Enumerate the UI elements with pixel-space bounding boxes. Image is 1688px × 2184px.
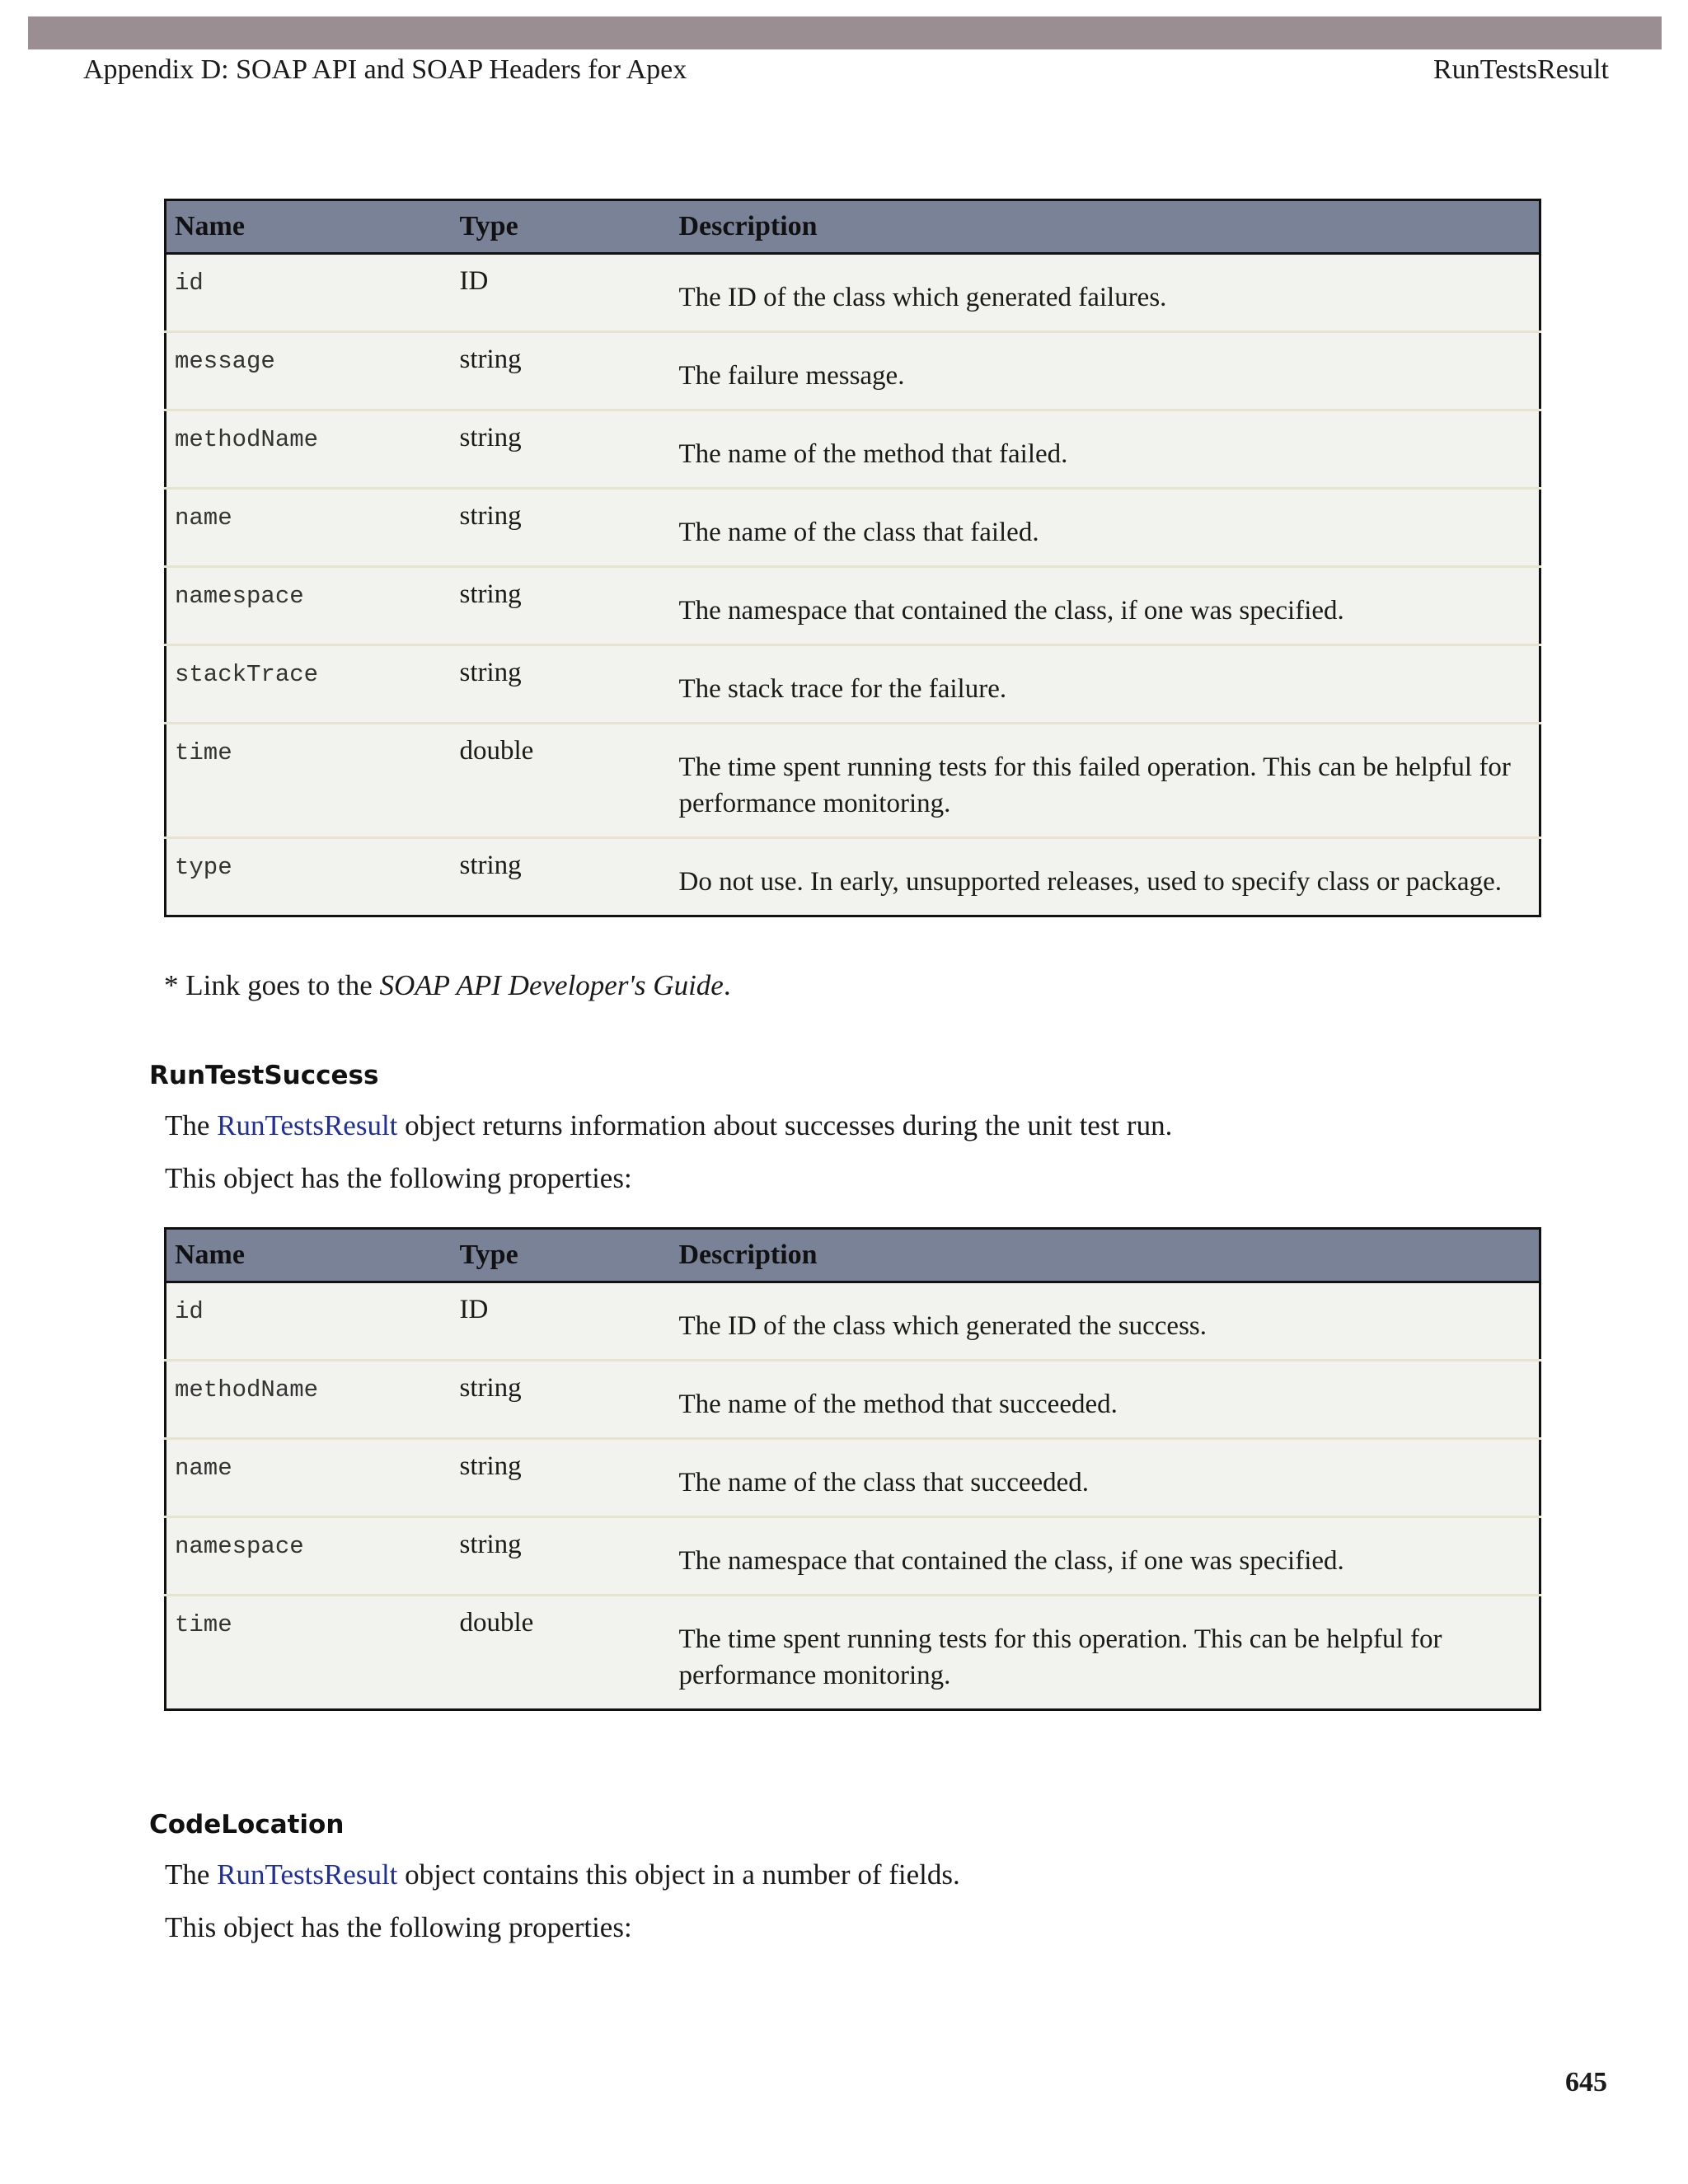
running-header-title: Appendix D: SOAP API and SOAP Headers for Apex (83, 54, 687, 85)
table-row (166, 1517, 1540, 1596)
section-heading-runtestsuccess: RunTestSuccess (149, 1061, 379, 1090)
column-header-type: Type (452, 1229, 671, 1282)
footnote-prefix: * Link goes to the (164, 969, 380, 1001)
property-type: string (452, 1517, 671, 1596)
property-description: The ID of the class which generated the success. (671, 1282, 1540, 1361)
property-name: name (166, 489, 452, 567)
codelocation-intro-paragraph (165, 1858, 960, 1891)
runtestsresult-link[interactable]: RunTestsResult (217, 1858, 398, 1891)
success-intro-paragraph (165, 1109, 1172, 1142)
table-row (166, 1282, 1540, 1361)
property-name: time (166, 724, 452, 838)
property-type: string (452, 567, 671, 645)
property-type: string (452, 332, 671, 410)
property-type: double (452, 1596, 671, 1710)
table-row (166, 645, 1540, 724)
table-row (166, 1361, 1540, 1439)
running-header-section: RunTestsResult (1433, 54, 1609, 85)
codelocation-properties-paragraph: This object has the following properties: (165, 1911, 632, 1943)
property-name: namespace (166, 567, 452, 645)
intro-text: The (165, 1109, 218, 1141)
table-row (166, 724, 1540, 838)
property-description: The name of the method that failed. (671, 410, 1540, 489)
column-header-description: Description (671, 200, 1540, 254)
property-description: The time spent running tests for this failed operation. This can be helpful for performance monitoring. (671, 724, 1540, 838)
property-name: namespace (166, 1517, 452, 1596)
property-name: time (166, 1596, 452, 1710)
header-bar (28, 16, 1662, 49)
column-header-type: Type (452, 200, 671, 254)
property-name: stackTrace (166, 645, 452, 724)
property-description: The name of the method that succeeded. (671, 1361, 1540, 1439)
page-number: 645 (1565, 2067, 1607, 2097)
table-header-row (166, 200, 1540, 254)
property-type: ID (452, 1282, 671, 1361)
property-name: id (166, 254, 452, 332)
property-type: string (452, 410, 671, 489)
property-description: The time spent running tests for this operation. This can be helpful for performance monitoring. (671, 1596, 1540, 1710)
table-row (166, 254, 1540, 332)
property-description: The ID of the class which generated failures. (671, 254, 1540, 332)
property-type: string (452, 838, 671, 916)
success-properties-paragraph: This object has the following properties: (165, 1162, 632, 1194)
property-description: The name of the class that succeeded. (671, 1439, 1540, 1517)
runtestsresult-link[interactable]: RunTestsResult (217, 1109, 398, 1141)
property-name: type (166, 838, 452, 916)
success-properties-table (164, 1227, 1541, 1711)
property-type: ID (452, 254, 671, 332)
property-description: The failure message. (671, 332, 1540, 410)
table-row (166, 410, 1540, 489)
table-row (166, 489, 1540, 567)
property-description: The namespace that contained the class, if one was specified. (671, 1517, 1540, 1596)
table-row (166, 567, 1540, 645)
column-header-name: Name (166, 1229, 452, 1282)
table-row (166, 332, 1540, 410)
failure-properties-table (164, 199, 1541, 917)
property-name: methodName (166, 410, 452, 489)
column-header-name: Name (166, 200, 452, 254)
footnote-guide-title: SOAP API Developer's Guide (379, 969, 724, 1001)
table-row (166, 838, 1540, 916)
intro-text: The (165, 1858, 218, 1891)
intro-text: object returns information about successes during the unit test run. (397, 1109, 1173, 1141)
footnote-suffix: . (723, 969, 731, 1001)
section-heading-codelocation: CodeLocation (149, 1810, 345, 1840)
intro-text: object contains this object in a number of fields. (397, 1858, 960, 1891)
property-description: Do not use. In early, unsupported releases, used to specify class or package. (671, 838, 1540, 916)
table-header-row (166, 1229, 1540, 1282)
column-header-description: Description (671, 1229, 1540, 1282)
table-row (166, 1439, 1540, 1517)
property-description: The stack trace for the failure. (671, 645, 1540, 724)
table-row (166, 1596, 1540, 1710)
property-type: string (452, 1439, 671, 1517)
property-type: double (452, 724, 671, 838)
property-description: The name of the class that failed. (671, 489, 1540, 567)
property-name: id (166, 1282, 452, 1361)
property-type: string (452, 1361, 671, 1439)
property-description: The namespace that contained the class, if one was specified. (671, 567, 1540, 645)
property-name: message (166, 332, 452, 410)
property-name: name (166, 1439, 452, 1517)
property-type: string (452, 489, 671, 567)
footnote (164, 969, 731, 1002)
property-name: methodName (166, 1361, 452, 1439)
property-type: string (452, 645, 671, 724)
